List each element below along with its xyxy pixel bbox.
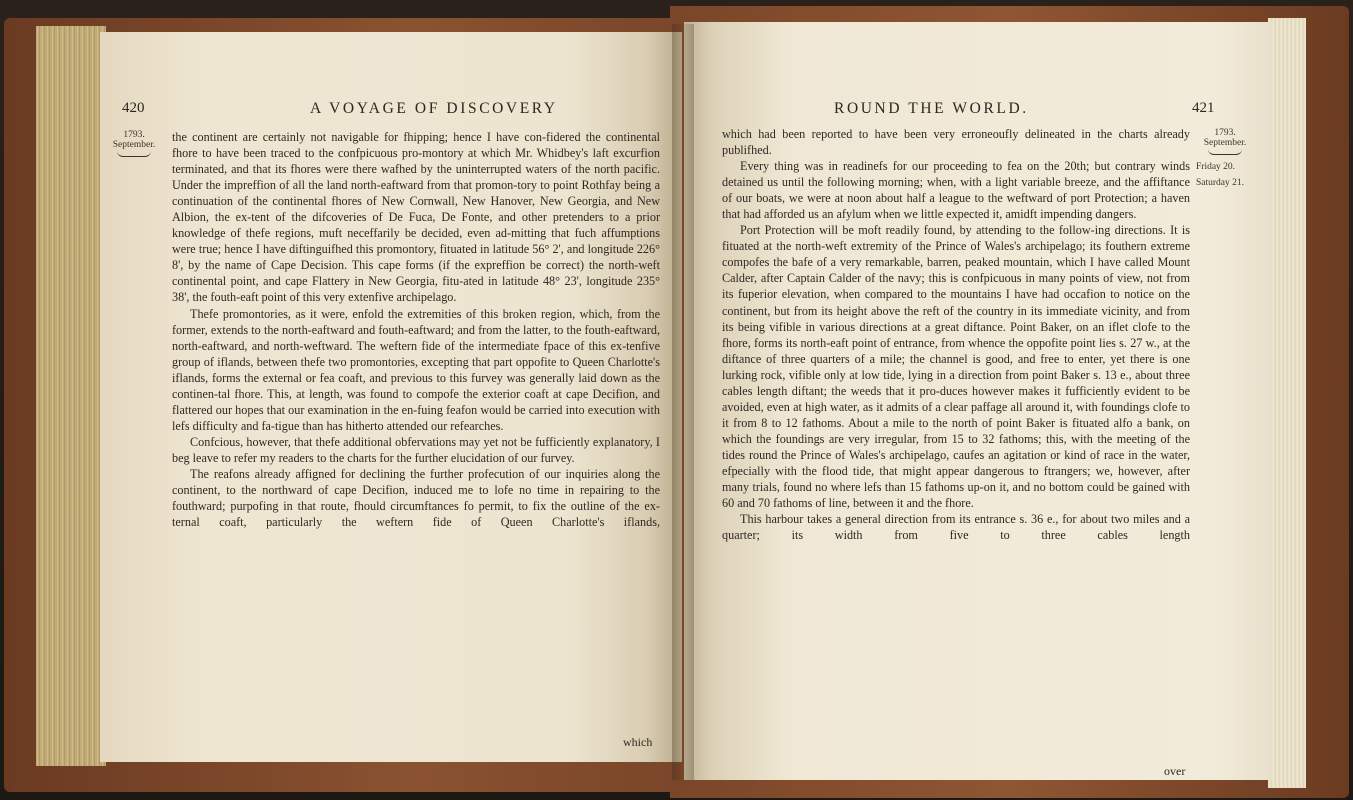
right-margin-date <box>1196 128 1254 155</box>
left-page-number: 420 <box>122 100 145 116</box>
book-gutter <box>672 24 694 780</box>
left-margin-year: 1793. <box>123 130 145 140</box>
right-page <box>684 22 1272 780</box>
left-margin-date <box>106 130 162 157</box>
left-running-head: A VOYAGE OF DISCOVERY <box>310 100 558 117</box>
right-margin-month: September. <box>1203 138 1247 148</box>
left-catchword: which <box>623 735 653 749</box>
right-paragraph-1: which had been reported to have been very erroneoufly delineated in the charts already publifhed. <box>722 127 1190 158</box>
right-margin-friday: Friday 20. <box>1196 162 1236 172</box>
left-page-edges <box>36 26 106 766</box>
left-paragraph-2: Thefe promontories, as it were, enfold the extremities of this broken region, which, from the former, extends to the north-eaftward and fouth-eaftward; and from the latter, to the fouth-eaftward, north-eaftward, and north-weftward. The weftern fide of the intermediate fpace of this ex-tenfive group of iflands, between thefe two promontories, excepting that part oppofite to Queen Charlotte's iflands, forms the external or fea coaft, and previous to this furvey was generally laid down as the continen-tal fhore. This, at length, was found to compofe the exterior coaft at cape Decifion, and flattered our hopes that our examination in the en-fuing feafon would be carried into execution with lefs difficulty and fa-tigue than has hitherto attended our refearches. <box>172 306 660 433</box>
left-margin-brace <box>117 151 151 157</box>
right-page-number: 421 <box>1192 100 1215 116</box>
left-margin-month: September. <box>112 140 156 150</box>
left-paragraph-1: the continent are certainly not navigable for fhipping; hence I have con-fidered the continental fhore to have been traced to the confpicuous pro-montory at which Mr. Whidbey's laft excurfion terminated, and that its fhores were there wafhed by the uninterrupted waters of the north pacific. Under the impreffion of all the land north-eaftward from that promon-tory to point Rothfay being a continuation of the continental fhores of New Cornwall, New Hanover, New Georgia, and New Albion, the ex-tent of the difcoveries of De Fuca, De Fonte, and other pretenders to a prior knowledge of thefe regions, muft neceffarily be decided, even ad-mitting that fuch affumptions were true; hence I have diftinguifhed this promontory, fituated in latitude 56° 2', and longitude 226° 8', by the name of Cape Decision. This cape forms (if the expreffion be correct) the north-weft continental point, and cape Flattery in New Georgia, fitu-ated in latitude 48° 23', longitude 235° 38', the fouth-eaft point of this very extenfive archipelago. <box>172 130 660 305</box>
right-page-edges <box>1268 18 1306 788</box>
right-running-head: ROUND THE WORLD. <box>834 100 1029 117</box>
left-page <box>100 32 682 762</box>
right-margin-year: 1793. <box>1214 128 1236 138</box>
right-paragraph-4: This harbour takes a general direction from its entrance s. 36 e., for about two miles and a quarter; its width from five to three cables length <box>722 512 1190 543</box>
right-margin-saturday: Saturday 21. <box>1196 178 1245 188</box>
right-paragraph-2: Every thing was in readinefs for our proceeding to fea on the 20th; but contrary winds detained us until the following morning; when, with a light variable breeze, and the affiftance of our boats, we were at noon about half a league to the weftward of port Protection; a haven that had afforded us an afylum when we little expected it, amidft impending dangers. <box>722 159 1190 222</box>
right-page-body <box>722 126 1190 543</box>
right-margin-brace <box>1208 149 1242 155</box>
left-paragraph-3: Confcious, however, that thefe additional obfervations may yet not be fufficiently explanatory, I beg leave to refer my readers to the charts for the further elucidation of our furvey. <box>172 434 660 465</box>
left-paragraph-4: The reafons already affigned for declining the further profecution of our inquiries along the continent, to the northward of cape Decifion, induced me to lofe no time in repairing to the fouthward; purpofing in that route, fhould circumftances fo permit, to fix the outline of the ex-ternal coaft, particularly the weftern fide of Queen Charlotte's iflands, <box>172 466 660 530</box>
left-page-body <box>172 129 660 530</box>
right-catchword: over <box>1164 764 1186 778</box>
right-paragraph-3: Port Protection will be moft readily found, by attending to the follow-ing directions. It is fituated at the north-weft extremity of the Prince of Wales's archipelago; its fouthern extreme compofes the bafe of a very remarkable, barren, peaked mountain, which I have called Mount Calder, after Captain Calder of the navy; this is confpicuous in many points of view, not from its fuperior elevation, when compared to the mountains I have had occafion to notice on the continent, but from its height above the reft of the country in its immediate vicinity, and from its being vifible in various directions at a great diftance. Point Baker, on an iflet clofe to the fhore, forms its north-eaft point of entrance, from whence the oppofite point lies s. 27 w., at the diftance of three quarters of a mile; the channel is good, and free to enter, yet there is one lurking rock, vifible only at low tide, lying in a direction from point Baker s. 13 e., about three cables length diftant; the weeds that it pro-duces however makes it fufficiently evident to be avoided, even at high water, as it admits of a clear paffage all around it, with foundings clofe to it from 8 to 12 fathoms. About a mile to the north of point Baker is fituated alfo a bank, on which the foundings are very irregular, from 15 to 32 fathoms; this, with the meeting of the tides round the Prince of Wales's archipelago, caufes an agitation or kind of race in the water, efpecially with the flood tide, that might appear dangerous to ftrangers; we, however, after many trials, found no where lefs than 15 fathoms up-on it, and no bottom could be gained with 60 and 70 fathoms of line, between it and the fhore. <box>722 223 1190 511</box>
